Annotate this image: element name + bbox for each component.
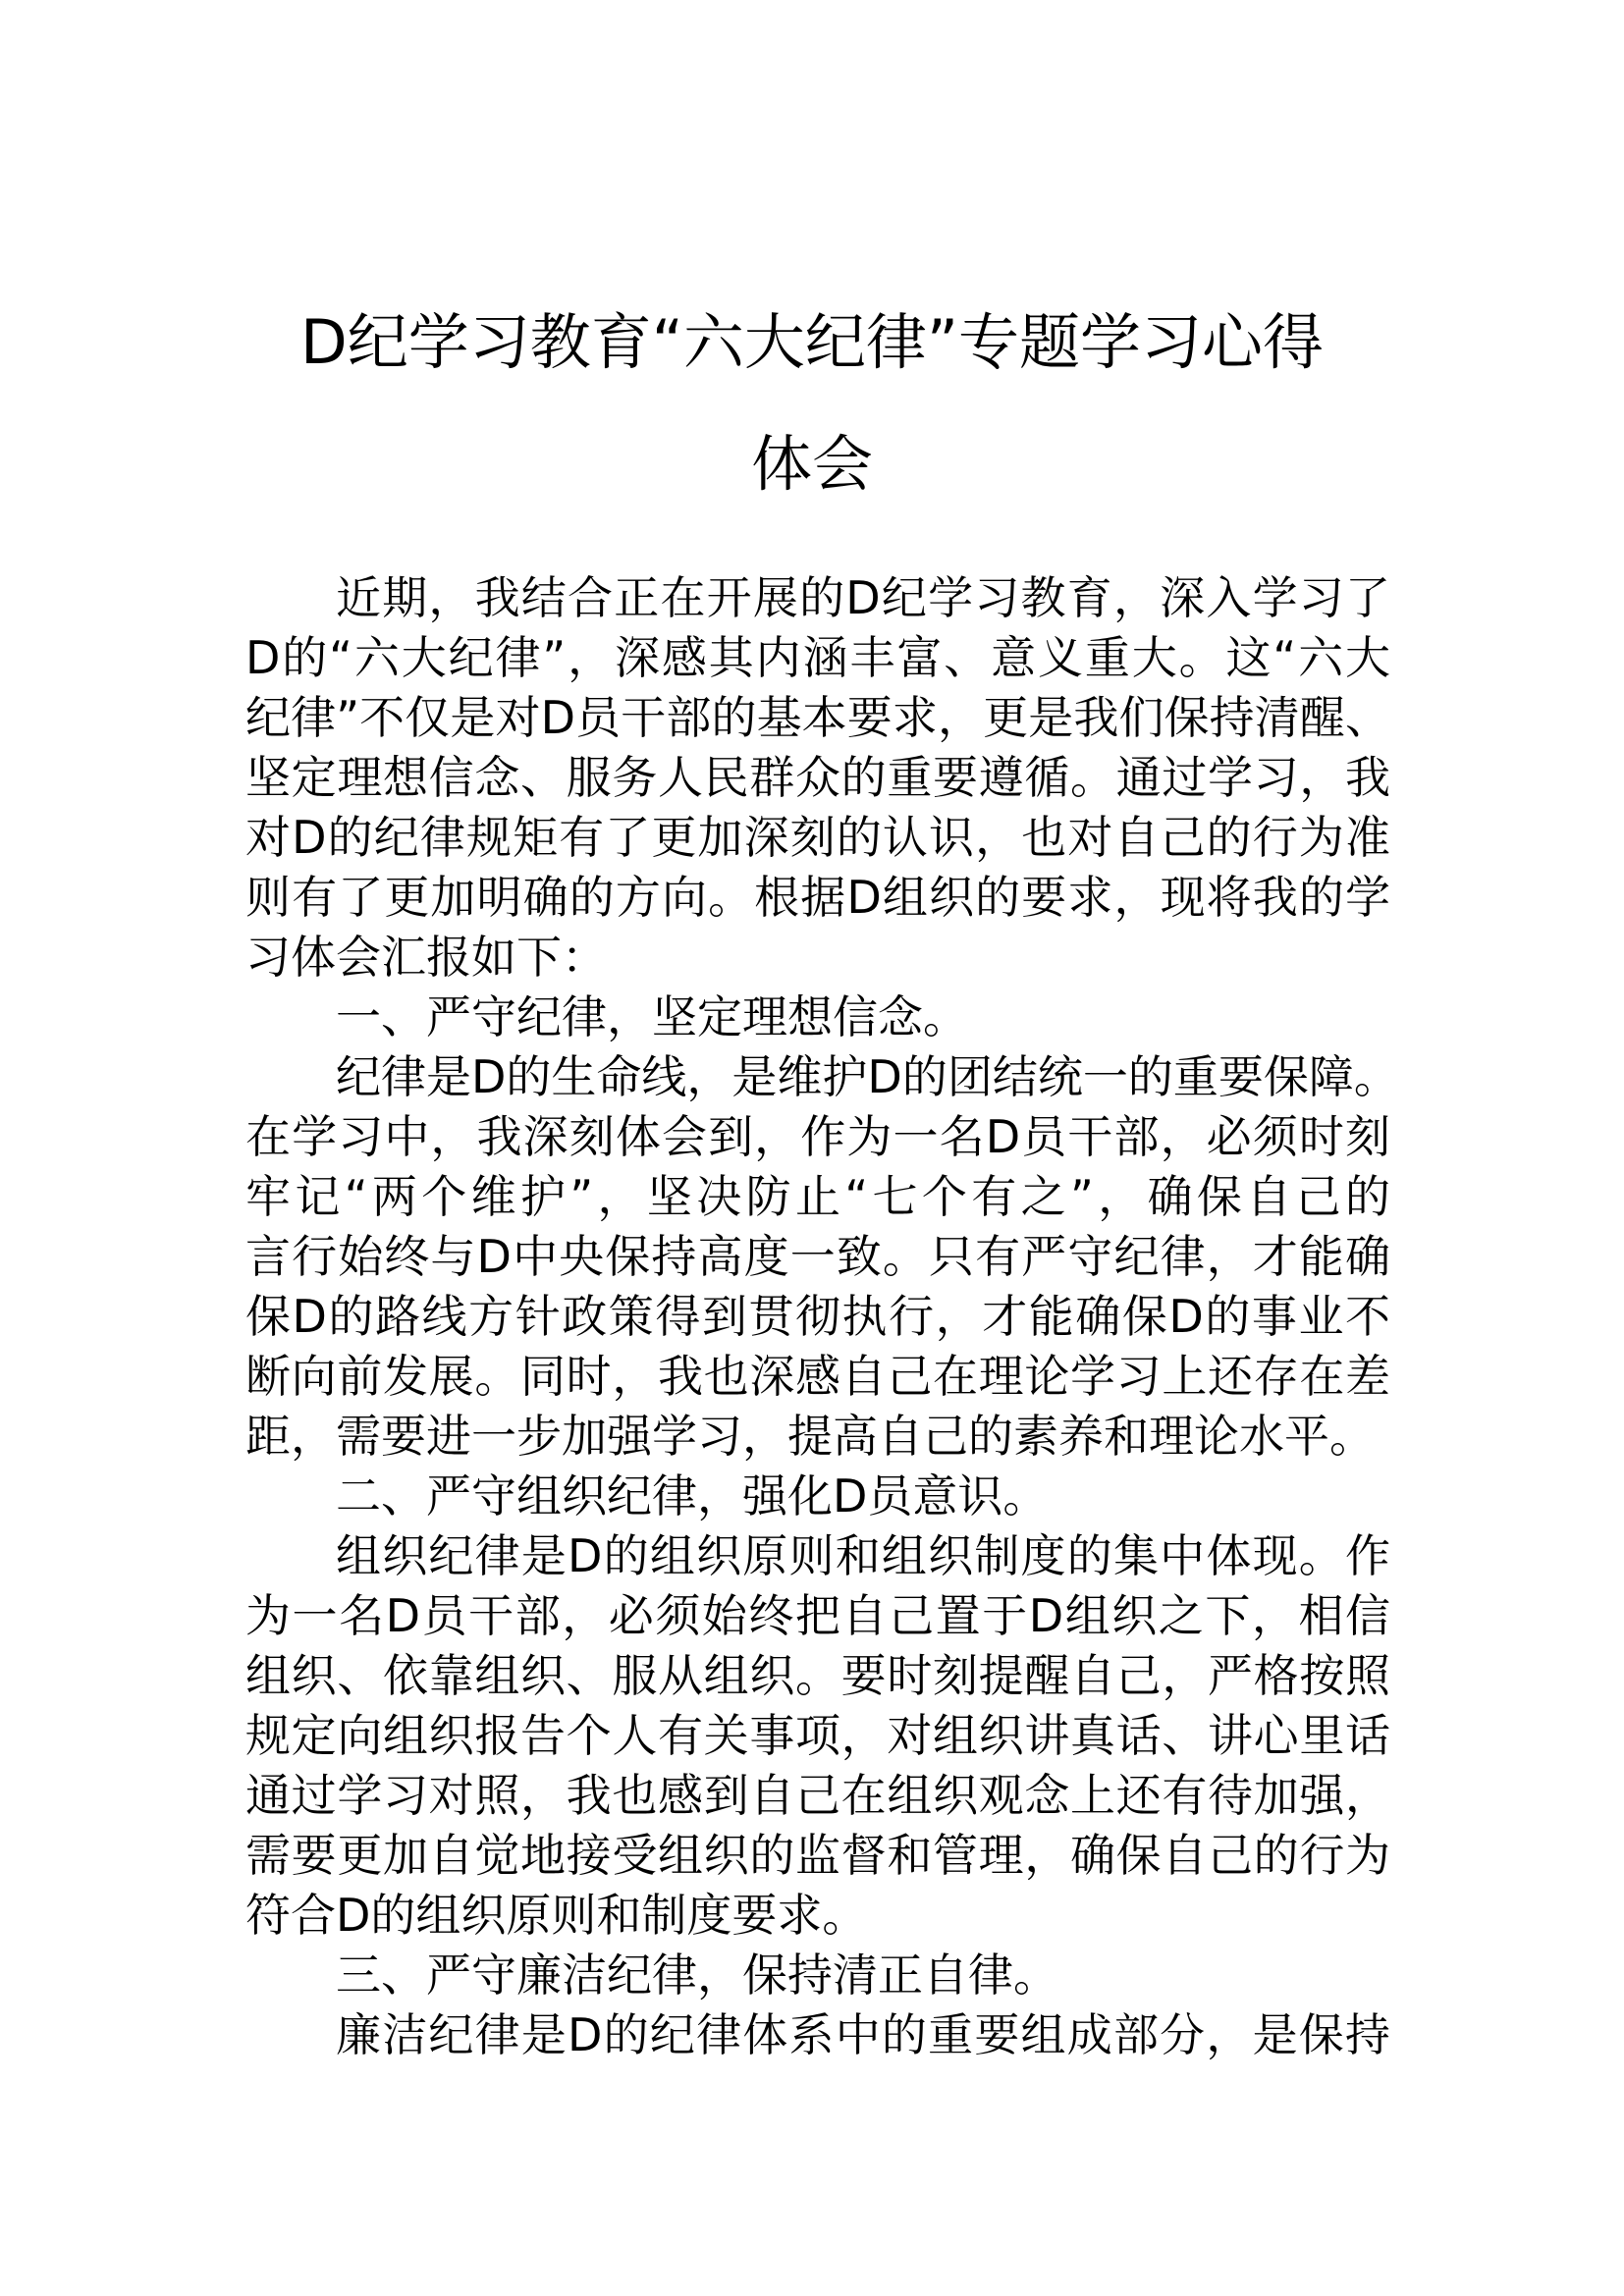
body-text-line: 则有了更加明确的方向。根据D组织的要求，现将我的学 [245,871,1390,924]
body-text-line: 纪律是D的生命线，是维护D的团结统一的重要保障。 [336,1050,1399,1103]
section-heading-line: 一、严守纪律，坚定理想信念。 [336,990,968,1043]
body-text-line: 符合D的组织原则和制度要求。 [245,1889,868,1942]
body-text-line: 组织纪律是D的组织原则和组织制度的集中体现。作 [336,1529,1390,1582]
body-text-line: 通过学习对照，我也感到自己在组织观念上还有待加强， [245,1769,1390,1822]
body-text-line: 牢记“两个维护”，坚决防止“七个有之”，确保自己的 [245,1170,1390,1223]
body-text-line: 距，需要进一步加强学习，提高自己的素养和理论水平。 [245,1410,1375,1463]
section-heading-line: 三、严守廉洁纪律，保持清正自律。 [336,1949,1058,2002]
body-text-line: 廉洁纪律是D的纪律体系中的重要组成部分，是保持 [336,2008,1390,2061]
section-heading-line: 二、严守组织纪律，强化D员意识。 [336,1469,1049,1522]
body-text-line: 坚定理想信念、服务人民群众的重要遵循。通过学习，我 [245,751,1390,804]
body-text-line: D的“六大纪律”，深感其内涵丰富、意义重大。这“六大 [245,631,1390,684]
body-text-line: 为一名D员干部，必须始终把自己置于D组织之下，相信 [245,1589,1390,1642]
body-text-line: 在学习中，我深刻体会到，作为一名D员干部，必须时刻 [245,1110,1390,1163]
body-text-line: 对D的纪律规矩有了更加深刻的认识，也对自己的行为准 [245,811,1390,864]
document-title-line-1: D纪学习教育“六大纪律”专题学习心得 [300,306,1324,378]
body-text-line: 言行始终与D中央保持高度一致。只有严守纪律，才能确 [245,1230,1390,1283]
body-text-line: 近期，我结合正在开展的D纪学习教育，深入学习了 [336,571,1390,624]
body-text-line: 保D的路线方针政策得到贯彻执行，才能确保D的事业不 [245,1290,1390,1343]
body-text-line: 需要更加自觉地接受组织的监督和管理，确保自己的行为 [245,1829,1390,1882]
body-text-line: 习体会汇报如下： [245,931,607,984]
body-text-line: 纪律”不仅是对D员干部的基本要求，更是我们保持清醒、 [245,691,1390,744]
document-body [245,568,1399,2065]
document-title-line-2: 体会 [750,428,873,500]
body-text-line: 规定向组织报告个人有关事项，对组织讲真话、讲心里话 [245,1709,1390,1762]
body-text-line: 组织、依靠组织、服从组织。要时刻提醒自己，严格按照 [245,1649,1390,1702]
body-text-line: 断向前发展。同时，我也深感自己在理论学习上还存在差 [245,1350,1390,1403]
